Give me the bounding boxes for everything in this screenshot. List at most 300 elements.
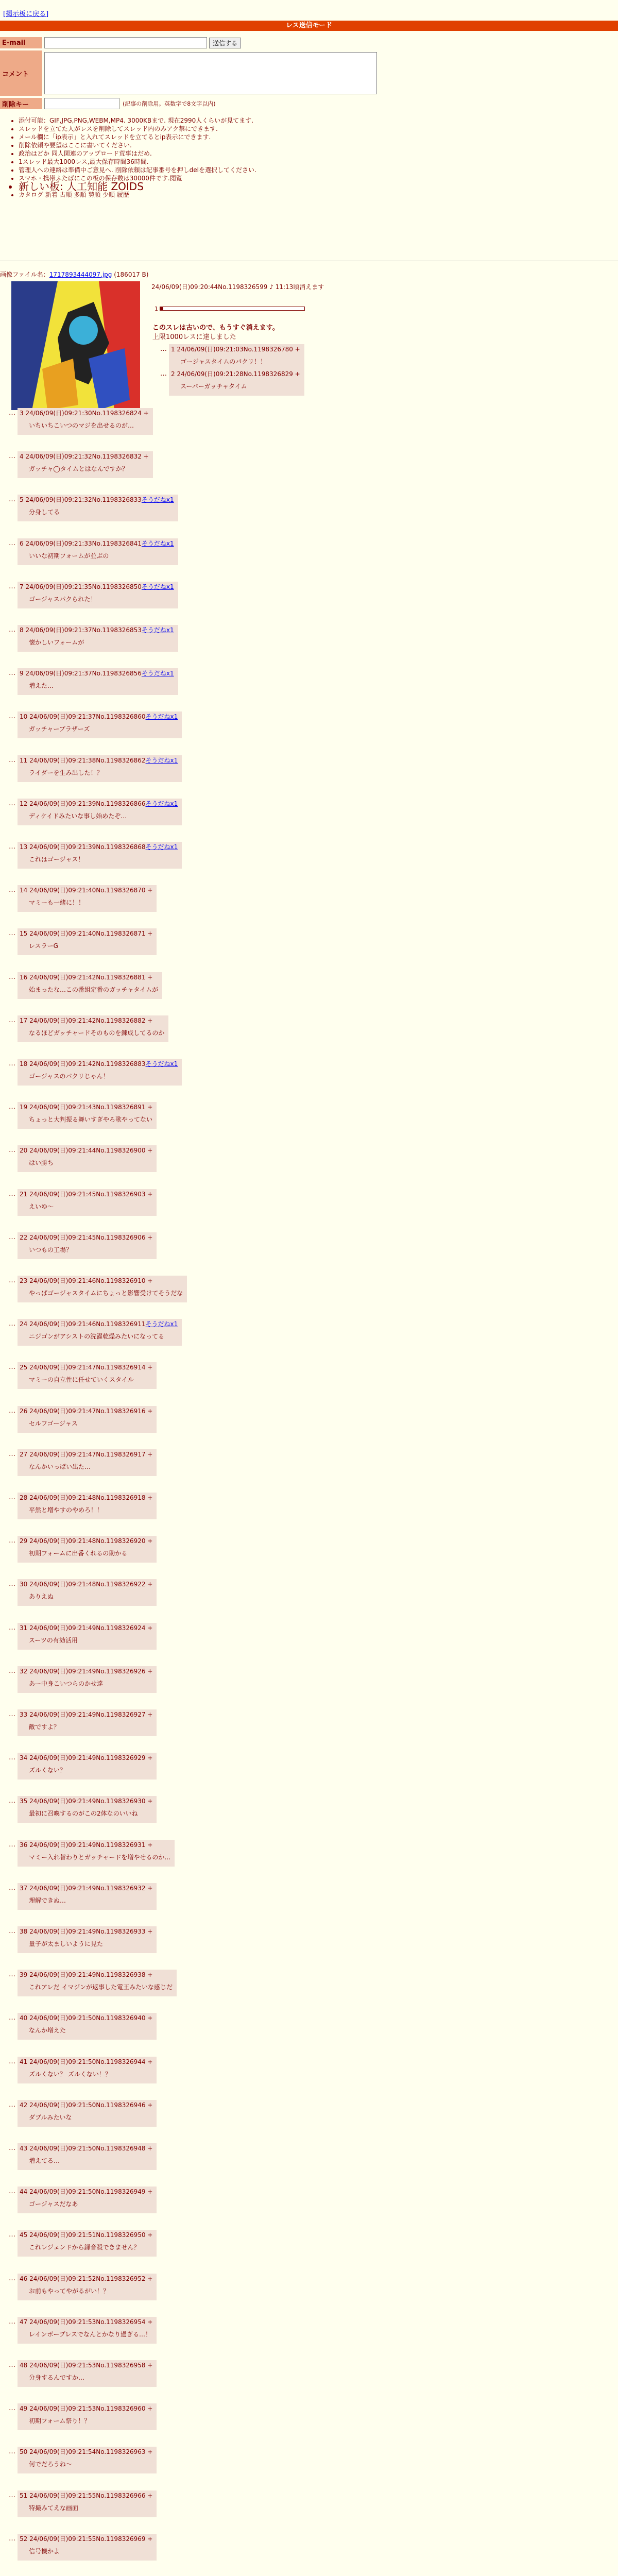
reply-header[interactable]: [20, 1233, 152, 1242]
reply-marker: …: [9, 496, 15, 503]
reply-box: [18, 668, 178, 695]
reply-text: これレジェンドから録音殺できません？: [29, 2244, 140, 2251]
reply-text: マミーの自立性に任せていくスタイル: [29, 1376, 134, 1383]
reply-text: 信号機かよ: [29, 2548, 60, 2555]
reply-marker: …: [9, 1841, 15, 1849]
reply-header-text[interactable]: 30 24/06/09(日)09:21:48No.1198326922 +: [20, 1581, 153, 1588]
reply-header[interactable]: [20, 669, 174, 677]
reply-text: ライダーを生み出した！？: [29, 769, 103, 776]
reply-header-text[interactable]: 22 24/06/09(日)09:21:45No.1198326906 +: [20, 1234, 153, 1241]
reply-text: 特撮みてえな画面: [29, 2504, 79, 2512]
reply-box: [18, 1536, 157, 1563]
reply-header[interactable]: [20, 973, 158, 981]
sodane-link[interactable]: そうだねx1: [145, 843, 178, 851]
reply-header-text[interactable]: 26 24/06/09(日)09:21:47No.1198326916 +: [20, 1408, 153, 1415]
reply: [0, 1666, 157, 1693]
reply-header-text[interactable]: 7 24/06/09(日)09:21:35No.1198326850: [20, 583, 142, 590]
delete-key-row: [0, 98, 216, 109]
reply-box: [18, 2057, 157, 2083]
reply: [0, 2013, 157, 2040]
reply-box: [18, 495, 178, 521]
reply-header-text[interactable]: 21 24/06/09(日)09:21:45No.1198326903 +: [20, 1191, 153, 1198]
sodane-link[interactable]: そうだねx1: [141, 496, 174, 503]
reply: [0, 2534, 157, 2561]
reply-header-text[interactable]: 40 24/06/09(日)09:21:50No.1198326940 +: [20, 2014, 153, 2022]
send-button[interactable]: 送信する: [209, 38, 241, 48]
reply-header-text[interactable]: 11 24/06/09(日)09:21:38No.1198326862: [20, 757, 146, 764]
reply-box: [18, 972, 162, 999]
reply-header-text[interactable]: 14 24/06/09(日)09:21:40No.1198326870 +: [20, 887, 153, 894]
reply-text: ディケイドみたいな事し始めたぞ…: [29, 812, 127, 820]
reply-header-text[interactable]: 6 24/06/09(日)09:21:33No.1198326841: [20, 540, 142, 547]
reply-marker: …: [9, 1146, 15, 1154]
reply-marker: …: [9, 800, 15, 807]
reply: [0, 1059, 182, 1086]
reply: [0, 2490, 157, 2517]
reply-header-text[interactable]: 1 24/06/09(日)09:21:03No.1198326780 +: [171, 346, 300, 353]
reply-box: [18, 1840, 175, 1867]
reply: [0, 755, 182, 782]
reply-header[interactable]: [20, 2318, 152, 2326]
reply-header-text[interactable]: 45 24/06/09(日)09:21:51No.1198326950 +: [20, 2231, 153, 2239]
reply-text: はい勝ち: [29, 1159, 54, 1166]
reply-box: [18, 1449, 157, 1476]
reply-header-text[interactable]: 35 24/06/09(日)09:21:49No.1198326930 +: [20, 1798, 153, 1805]
reply-box: [18, 1623, 157, 1650]
reply-header[interactable]: [20, 2448, 152, 2456]
reply-header-text[interactable]: 16 24/06/09(日)09:21:42No.1198326881 +: [20, 974, 153, 981]
reply-marker: …: [9, 1016, 15, 1024]
reply-header-text[interactable]: 12 24/06/09(日)09:21:39No.1198326866: [20, 800, 146, 807]
reply-marker: …: [9, 1450, 15, 1458]
reply-header[interactable]: [20, 1190, 152, 1198]
reply: [0, 538, 178, 565]
reply-text: 増えてる…: [29, 2157, 60, 2164]
reply-header[interactable]: [20, 2014, 152, 2022]
comment-field[interactable]: [44, 52, 377, 94]
reply-header[interactable]: [20, 1884, 152, 1892]
reply-header[interactable]: [20, 496, 174, 504]
email-field[interactable]: [44, 37, 207, 48]
reply-marker: …: [9, 2318, 15, 2326]
reply-header[interactable]: [20, 1060, 178, 1068]
reply-header-text[interactable]: 42 24/06/09(日)09:21:50No.1198326946 +: [20, 2102, 153, 2109]
reply-marker: …: [9, 2275, 15, 2282]
reply-marker: …: [9, 2188, 15, 2195]
reply-text: 敵ですよ？: [29, 1723, 60, 1731]
reply-header-text[interactable]: 52 24/06/09(日)09:21:55No.1198326969 +: [20, 2535, 153, 2543]
reply-header[interactable]: [20, 1320, 178, 1328]
reply-text: 何でだろうね～: [29, 2461, 73, 2468]
reply-header-text[interactable]: 36 24/06/09(日)09:21:49No.1198326931 +: [20, 1841, 153, 1849]
reply-marker: …: [9, 1060, 15, 1067]
reply-header[interactable]: [20, 1927, 152, 1936]
reply-header[interactable]: [20, 1537, 152, 1545]
reply-header[interactable]: [20, 2144, 152, 2153]
reply-header-text[interactable]: 9 24/06/09(日)09:21:37No.1198326856: [20, 670, 142, 677]
new-boards-link[interactable]: • 新しい板: 人工知能 ZOIDS: [19, 182, 256, 191]
reply-header-text[interactable]: 18 24/06/09(日)09:21:42No.1198326883: [20, 1060, 146, 1067]
reply-box: [18, 755, 182, 782]
reply: [0, 1493, 157, 1519]
reply-box: [18, 625, 178, 652]
reply-header-text[interactable]: 32 24/06/09(日)09:21:49No.1198326926 +: [20, 1668, 153, 1675]
reply-header-text[interactable]: 3 24/06/09(日)09:21:30No.1198326824 +: [20, 410, 149, 417]
reply-header-text[interactable]: 29 24/06/09(日)09:21:48No.1198326920 +: [20, 1537, 153, 1545]
reply-text: ガッチャーブラザーズ: [29, 725, 90, 733]
reply-header[interactable]: [20, 1797, 152, 1805]
reply: [0, 1189, 157, 1216]
reply-header-text[interactable]: 37 24/06/09(日)09:21:49No.1198326932 +: [20, 1885, 153, 1892]
file-info: [0, 270, 148, 279]
reply-text: ズルくない？ ズルくない！？: [29, 2071, 111, 2078]
reply-marker: …: [9, 2058, 15, 2065]
reply: [0, 1840, 175, 1867]
reply-text: 初期フォーム祭り！？: [29, 2417, 91, 2425]
reply-text: マミー入れ替わりとガッチャードを増やせるのか…: [29, 1854, 171, 1861]
reply-header[interactable]: [20, 2058, 152, 2066]
reply-text: あー中身こいつらのかせ達: [29, 1680, 104, 1687]
comment-label: コメント: [0, 50, 42, 96]
reply-text: レスラーG: [29, 942, 58, 950]
email-label: E-mail: [0, 37, 42, 48]
reply: [0, 2360, 157, 2387]
op-limit-notice: 上限1000レスに達しました: [152, 333, 236, 341]
reply-marker: …: [9, 452, 15, 460]
reply: [0, 1406, 157, 1433]
reply-marker: …: [9, 1667, 15, 1675]
reply-marker: …: [9, 1494, 15, 1501]
reply-header-text[interactable]: 17 24/06/09(日)09:21:42No.1198326882 +: [20, 1017, 153, 1024]
reply-marker: …: [9, 2231, 15, 2239]
reply: [0, 625, 178, 652]
reply-marker: …: [9, 1407, 15, 1415]
reply-text: ゴージャスタイムのパクリ！！: [180, 358, 267, 365]
reply-box: [18, 1232, 157, 1259]
reply-header-text[interactable]: 19 24/06/09(日)09:21:43No.1198326891 +: [20, 1104, 153, 1111]
reply-text: セルフゴージャス: [29, 1420, 78, 1427]
reply: [0, 2100, 157, 2127]
reply-header[interactable]: [20, 1016, 164, 1025]
reply: [0, 1362, 157, 1389]
reply-header-text[interactable]: 39 24/06/09(日)09:21:49No.1198326938 +: [20, 1971, 153, 1978]
reply-header[interactable]: [20, 539, 174, 548]
reply-box: [18, 2403, 157, 2430]
reply-header-text[interactable]: 13 24/06/09(日)09:21:39No.1198326868: [20, 843, 146, 851]
reply-header-text[interactable]: 23 24/06/09(日)09:21:46No.1198326910 +: [20, 1277, 153, 1284]
reply-text: スーツの有効活用: [29, 1637, 78, 1644]
reply-text: なんかいっぱい出た…: [29, 1463, 91, 1470]
reply-header[interactable]: [20, 1103, 152, 1111]
reply-header[interactable]: [20, 1841, 170, 1849]
reply-marker: …: [9, 669, 15, 677]
op-image[interactable]: [11, 281, 140, 410]
reply-header[interactable]: [20, 1580, 152, 1588]
reply-box: [18, 711, 182, 738]
reply-header[interactable]: [171, 370, 300, 378]
reply-box: [18, 1493, 157, 1519]
reply-marker: …: [9, 2535, 15, 2543]
reply-marker: …: [9, 929, 15, 937]
reply-header[interactable]: [20, 756, 178, 765]
reply-text: 量子が太ましいように見た: [29, 1940, 104, 1947]
reply-text: ちょっと大判振る舞いすぎやろ歌やってない: [29, 1116, 153, 1123]
sodane-link[interactable]: そうだねx1: [145, 1320, 178, 1328]
reply-header[interactable]: [20, 452, 149, 461]
file-label: 画像ファイル名：: [0, 271, 49, 278]
delete-key-field[interactable]: [44, 98, 119, 109]
reply-header[interactable]: [20, 583, 174, 591]
reply: [0, 1623, 157, 1650]
reply-box: [18, 2490, 157, 2517]
reply-header[interactable]: [20, 1146, 152, 1155]
sodane-link[interactable]: そうだねx1: [145, 757, 178, 764]
reply-text: ゴージャスだなあ: [29, 2200, 78, 2208]
reply-header-text[interactable]: 46 24/06/09(日)09:21:52No.1198326952 +: [20, 2275, 153, 2282]
reply-text: スーパーガッチャタイム: [180, 383, 247, 390]
reply-box: [18, 2360, 157, 2387]
reply-box: [18, 885, 157, 912]
reply-header[interactable]: [20, 409, 149, 417]
reply-header[interactable]: [20, 929, 152, 938]
reply: [0, 1753, 157, 1780]
reply: [0, 2143, 157, 2170]
reply-header-text[interactable]: 33 24/06/09(日)09:21:49No.1198326927 +: [20, 1711, 153, 1718]
reply-header-text[interactable]: 5 24/06/09(日)09:21:32No.1198326833: [20, 496, 142, 503]
reply-box: [18, 2534, 157, 2561]
reply-text: ゴージャスパクられた！: [29, 596, 97, 603]
reply-header[interactable]: [20, 1624, 152, 1632]
op-header: 24/06/09(日)09:20:44No.1198326599 ♪ 11:13頃消えます: [151, 283, 324, 291]
reply-box: [18, 1926, 157, 1953]
reply-box: [18, 2317, 157, 2344]
reply: [0, 1276, 187, 1302]
sodane-link[interactable]: そうだねx1: [145, 713, 178, 720]
reply-header-text[interactable]: 27 24/06/09(日)09:21:47No.1198326917 +: [20, 1451, 153, 1458]
reply-text: 理解できぬ…: [29, 1897, 66, 1904]
reply-box: [169, 369, 304, 396]
reply-header[interactable]: [20, 1450, 152, 1459]
reply-box: [18, 1796, 157, 1823]
reply-marker: …: [9, 2144, 15, 2152]
reply-text: いちいちこいつのマジを出せるのが…: [29, 422, 134, 429]
reply-header[interactable]: [20, 2188, 152, 2196]
comment-row: [0, 50, 377, 96]
reply-box: [18, 1666, 157, 1693]
reply: [0, 842, 182, 869]
reply-header[interactable]: [20, 1407, 152, 1415]
reply-header[interactable]: [20, 626, 174, 634]
reply-header[interactable]: [20, 1754, 152, 1762]
reply-header[interactable]: [20, 800, 178, 808]
reply: [0, 1970, 177, 1996]
note-item: • 1スレッド最大1000レス,最大保存時間36時間.: [19, 158, 256, 166]
note-item: • メール欄に「ip表示」と入れてスレッドを立てるとip表示にできます.: [19, 133, 256, 141]
reply-header-text[interactable]: 34 24/06/09(日)09:21:49No.1198326929 +: [20, 1754, 153, 1761]
sodane-link[interactable]: そうだねx1: [145, 800, 178, 807]
reply-box: [18, 1709, 157, 1736]
reply-header-text[interactable]: 4 24/06/09(日)09:21:32No.1198326832 +: [20, 453, 149, 460]
reply-marker: …: [9, 539, 15, 547]
reply-marker: …: [9, 1233, 15, 1241]
reply-text: ゴージャスのパクリじゃん！: [29, 1073, 109, 1080]
reply-header-text[interactable]: 38 24/06/09(日)09:21:49No.1198326933 +: [20, 1928, 153, 1935]
reply: [0, 668, 178, 695]
reply: [0, 1536, 157, 1563]
reply-marker: …: [160, 345, 167, 353]
reply-box: [18, 842, 182, 869]
reply-header[interactable]: [20, 2404, 152, 2413]
reply-header-text[interactable]: 20 24/06/09(日)09:21:44No.1198326900 +: [20, 1147, 153, 1154]
reply-marker: …: [9, 626, 15, 634]
op-body: [152, 324, 279, 342]
reply-header-text[interactable]: 28 24/06/09(日)09:21:48No.1198326918 +: [20, 1494, 153, 1501]
reply-header[interactable]: [20, 1971, 173, 1979]
reply-text: 平然と増やすのやめろ！！: [29, 1506, 104, 1514]
reply-header-text[interactable]: 24 24/06/09(日)09:21:46No.1198326911: [20, 1320, 146, 1328]
reply-header-text[interactable]: 48 24/06/09(日)09:21:53No.1198326958 +: [20, 2362, 153, 2369]
note-item: • 政治はどか 同人関連のアップロード荒事はだめ.: [19, 149, 256, 158]
reply-text: ありえぬ: [29, 1593, 54, 1600]
reply: [0, 2274, 157, 2300]
reply-marker: …: [9, 1580, 15, 1588]
reply-header[interactable]: [20, 1667, 152, 1675]
reply-header[interactable]: [20, 2275, 152, 2283]
reply-header[interactable]: [20, 713, 178, 721]
reply-box: [18, 1362, 157, 1389]
reply: [0, 2403, 157, 2430]
note-item: • 添付可能：GIF,JPG,PNG,WEBM,MP4. 3000KBまで. 現在2990人くらいが見てます.: [19, 116, 256, 125]
reply: [0, 928, 157, 955]
reply-header[interactable]: [20, 2535, 152, 2543]
reply-header-text[interactable]: 47 24/06/09(日)09:21:53No.1198326954 +: [20, 2318, 153, 2326]
reply-marker: …: [9, 583, 15, 590]
reply-marker: …: [9, 1754, 15, 1761]
reply-box: [169, 344, 304, 371]
sodane-link[interactable]: そうだねx1: [141, 540, 174, 547]
reply-header[interactable]: [171, 345, 300, 353]
reply-marker: …: [9, 1624, 15, 1632]
reply-header-text[interactable]: 15 24/06/09(日)09:21:40No.1198326871 +: [20, 930, 153, 937]
reply-box: [18, 799, 182, 825]
reply-header[interactable]: [20, 1277, 183, 1285]
note-item[interactable]: • スマホ・携帯ふたばにこの板の保存数は30000件です.閲覧: [19, 174, 256, 182]
op-expiry-warning: このスレは古いので、もうすぐ消えます。: [152, 324, 279, 332]
file-size: (186017 B): [114, 271, 149, 278]
reply: [0, 2230, 157, 2257]
reply-marker: …: [9, 2492, 15, 2499]
reply-marker: …: [9, 886, 15, 894]
reply: [151, 369, 304, 396]
reply-header[interactable]: [20, 843, 178, 851]
reply: [0, 2057, 157, 2083]
reply-box: [18, 928, 157, 955]
top-nav: [3, 8, 48, 18]
reply-header[interactable]: [20, 2231, 152, 2239]
reply-header-text[interactable]: 8 24/06/09(日)09:21:37No.1198326853: [20, 626, 142, 634]
reply-text: レインボープレスでなんとかなり過ぎる…！: [29, 2331, 151, 2338]
reply-header[interactable]: [20, 1363, 152, 1371]
reply-text: ダブルみたいな: [29, 2114, 72, 2121]
catalog-links[interactable]: • カタログ 新着 古順 多順 勢順 少順 履歴: [19, 191, 256, 199]
note-item[interactable]: • 管理人への連絡は準備中ご意見へ. 削除依頼は記事番号を押しdelを選択してください.: [19, 166, 256, 174]
reply-box: [18, 1883, 157, 1910]
reply-header-text[interactable]: 51 24/06/09(日)09:21:55No.1198326966 +: [20, 2492, 153, 2499]
reply: [0, 1926, 157, 1953]
reply: [0, 1145, 157, 1172]
sodane-link[interactable]: そうだねx1: [141, 626, 174, 634]
reply-header-text[interactable]: 10 24/06/09(日)09:21:37No.1198326860: [20, 713, 146, 720]
reply-header-text[interactable]: 50 24/06/09(日)09:21:54No.1198326963 +: [20, 2448, 153, 2455]
reply: [0, 1883, 157, 1910]
note-item: • スレッドを立てた人がレスを削除してスレッド内のみアク禁にできます.: [19, 125, 256, 133]
reply-header[interactable]: [20, 2101, 152, 2109]
reply-header-text[interactable]: 49 24/06/09(日)09:21:53No.1198326960 +: [20, 2405, 153, 2412]
back-to-board-link[interactable]: [掲示板に戻る]: [3, 10, 49, 18]
reply-text: 始まったな…この番組定番のガッチャタイムが: [29, 986, 159, 993]
reply: [0, 1796, 157, 1823]
reply-box: [18, 1189, 157, 1216]
reply: [0, 1319, 182, 1346]
reply-marker: …: [9, 1277, 15, 1284]
reply-header-text[interactable]: 43 24/06/09(日)09:21:50No.1198326948 +: [20, 2145, 153, 2152]
reply-text: ズルくない？: [29, 1767, 66, 1774]
reply-text: なるほどガッチャードそのものを錬成してるのか: [29, 1029, 165, 1037]
reply-text: やっぱゴージャスタイムにちょっと影響受けてそうだな: [29, 1290, 183, 1297]
reply-header[interactable]: [20, 886, 152, 894]
thread-progress: 1: [154, 305, 312, 312]
reply-header[interactable]: [20, 1494, 152, 1502]
reply: [0, 408, 153, 435]
reply: [0, 1449, 157, 1476]
reply-header-text[interactable]: 41 24/06/09(日)09:21:50No.1198326944 +: [20, 2058, 153, 2065]
reply-box: [18, 1406, 157, 1433]
reply-box: [18, 1015, 168, 1042]
reply-marker: …: [9, 1190, 15, 1198]
reply-box: [18, 1059, 182, 1086]
reply-marker: …: [9, 756, 15, 764]
reply-text: お前もやってやがるがい！？: [29, 2287, 110, 2295]
reply-text: マミーも一緒に！！: [29, 899, 85, 906]
file-link[interactable]: 1717893444097.jpg: [49, 271, 112, 278]
reply-text: えいゆ〜: [29, 1203, 54, 1210]
reply-header[interactable]: [20, 2361, 152, 2369]
sodane-link[interactable]: そうだねx1: [141, 670, 174, 677]
reply-header-text[interactable]: 44 24/06/09(日)09:21:50No.1198326949 +: [20, 2188, 153, 2195]
reply-marker: …: [9, 1103, 15, 1111]
reply-header[interactable]: [20, 2492, 152, 2500]
reply-box: [18, 1753, 157, 1780]
reply-box: [18, 2143, 157, 2170]
reply-marker: …: [9, 1710, 15, 1718]
reply-text: なんか増えた: [29, 2027, 66, 2034]
sodane-link[interactable]: そうだねx1: [141, 583, 174, 590]
reply-text: これアレだ イマジンが返事した電王みたいな感じだ: [29, 1984, 173, 1991]
reply-marker: …: [9, 2014, 15, 2022]
reply: [0, 582, 178, 608]
reply-header[interactable]: [20, 1710, 152, 1719]
reply-marker: …: [9, 1363, 15, 1371]
reply-header-text[interactable]: 25 24/06/09(日)09:21:47No.1198326914 +: [20, 1364, 153, 1371]
reply-text: ガッチャ◯タイムとはなんですか？: [29, 465, 128, 472]
reply-text: 増えた…: [29, 682, 54, 689]
reply-header-text[interactable]: 2 24/06/09(日)09:21:28No.1198326829 +: [171, 370, 300, 378]
sodane-link[interactable]: そうだねx1: [145, 1060, 178, 1067]
reply-marker: …: [9, 2404, 15, 2412]
reply: [0, 1102, 157, 1129]
reply: [0, 1015, 168, 1042]
reply-header-text[interactable]: 31 24/06/09(日)09:21:49No.1198326924 +: [20, 1624, 153, 1632]
